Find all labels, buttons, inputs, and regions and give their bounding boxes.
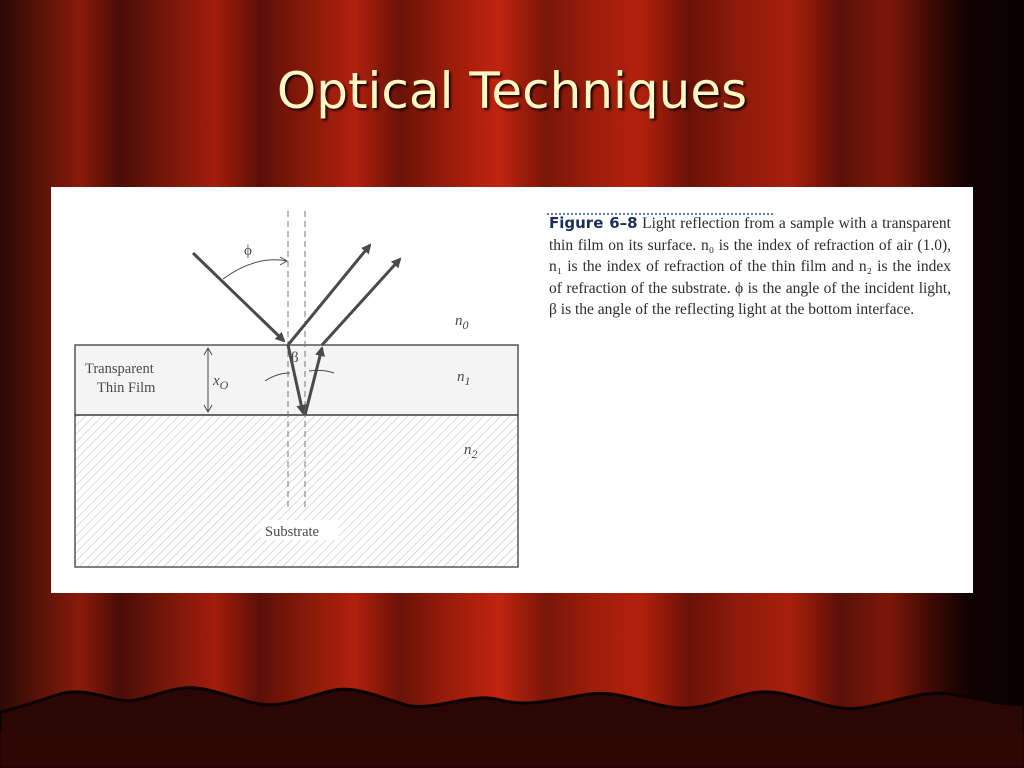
substrate-label: Substrate [265,524,319,540]
figure-caption [549,213,951,321]
thickness-label: $x_O$ [213,373,229,392]
figure-number: Figure 6–8 [549,214,638,232]
n2-label: $n_2$ [464,442,478,461]
substrate-layer [75,415,518,567]
incident-ray [193,253,284,341]
caption-text: Light reflection from a sample with a transparent thin film on its surface. n₀ is the index of refraction of air (1.0), n₁ is the index of refraction of the thin film and n₂ is the index of refraction of the substrate. ϕ is the angle of the incident light, β is the angle of the reflecting light at the bottom interface. [549,215,951,318]
phi-angle-arc [223,260,287,279]
figure-panel [51,187,973,593]
phi-label: ϕ [244,243,252,259]
n0-label: $n_0$ [455,313,469,332]
thin-film-diagram [51,187,531,593]
reflected-ray-2 [322,259,400,345]
film-label-line1: Transparent [85,361,154,377]
beta-label: β [291,350,299,366]
slide-title: Optical Techniques [276,62,748,120]
n1-label: $n_1$ [457,369,471,388]
reflected-ray-1 [288,245,370,345]
film-label-line2: Thin Film [97,380,156,396]
